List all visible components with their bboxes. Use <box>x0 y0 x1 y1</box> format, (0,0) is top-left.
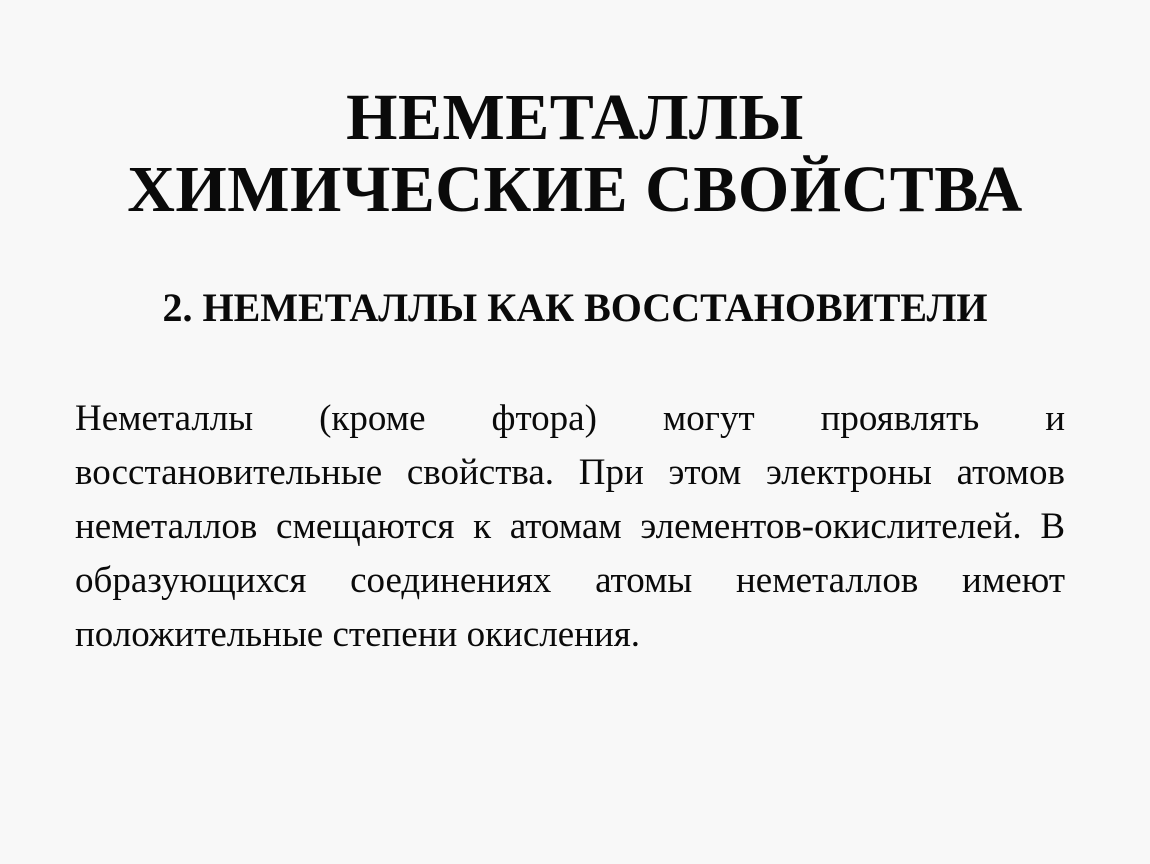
slide-title <box>0 82 1150 226</box>
body-paragraph: Неметаллы (кроме фтора) могут проявлять и восстановительные свойства. При этом электроны атомов неметаллов смещаются к атомам элементов-окислителей. В образующихся соединениях атомы неметаллов имеют положительные степени окисления. <box>75 398 1065 655</box>
title-line-1: НЕМЕТАЛЛЫ <box>346 81 804 154</box>
title-line-2: ХИМИЧЕСКИЕ СВОЙСТВА <box>127 153 1023 226</box>
section-heading: 2. НЕМЕТАЛЛЫ КАК ВОССТАНОВИТЕЛИ <box>162 285 988 330</box>
